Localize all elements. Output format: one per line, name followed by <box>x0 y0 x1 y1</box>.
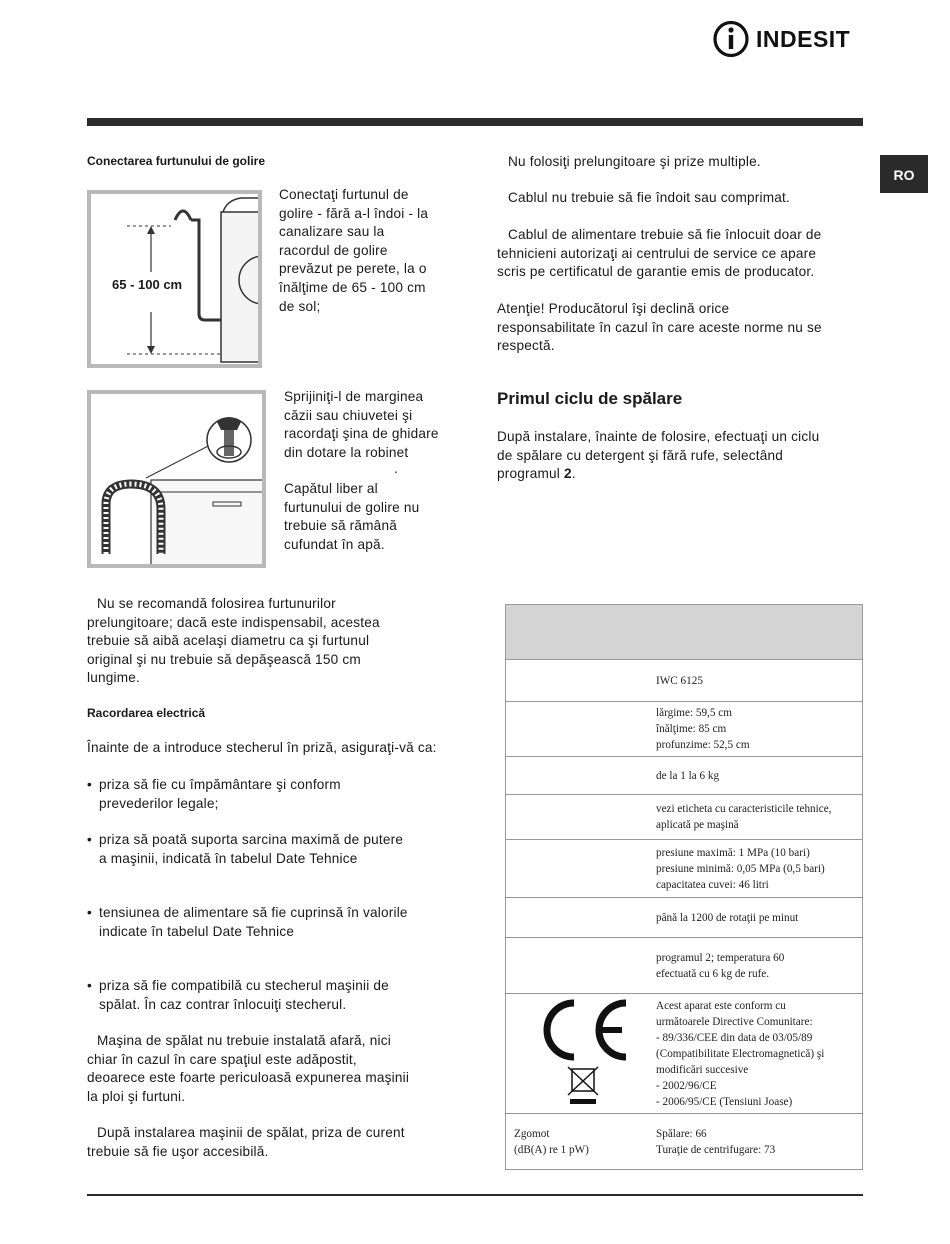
weee-bin-icon <box>568 1067 598 1104</box>
table-row: lărgime: 59,5 cm înălţime: 85 cm profunzime: 52,5 cm <box>506 702 863 757</box>
electrical-bullet-2: • priza să poată suporta sarcina maximă de putere a maşinii, indicată în tabelul Date Tehnice <box>87 832 404 866</box>
ce-mark-icon <box>534 995 634 1107</box>
header-rule <box>87 118 863 126</box>
indesit-logo-icon <box>712 20 752 58</box>
table-row: IWC 6125 <box>506 660 863 702</box>
table-row: de la 1 la 6 kg <box>506 757 863 795</box>
language-tab: RO <box>880 155 928 193</box>
drain-tub-figure <box>87 390 266 568</box>
access-note: După instalarea maşinii de spălat, priza de curent trebuie să fie uşor accesibilă. <box>87 1125 405 1159</box>
table-row: vezi eticheta cu caracteristicile tehnice, aplicată pe maşină <box>506 795 863 840</box>
note-liability: Atenţie! Producătorul îşi declină orice responsabilitate în cazul în care aceste norme nu se respectă. <box>497 301 822 354</box>
extension-hose-note: Nu se recomandă folosirea furtunurilor prelungitoare; dacă este indispensabil, acestea trebuie să aibă acelaşi diametru ca şi furtunul original şi nu trebuie să depăşească 150 cm lungime. <box>87 596 380 686</box>
table-row: Zgomot (dB(A) re 1 pW) Spălare: 66 Turaţie de centrifugare: 73 <box>506 1114 863 1170</box>
note-cable-bend: Cablul nu trebuie să fie îndoit sau comprimat. <box>508 190 790 205</box>
first-cycle-text: După instalare, înainte de folosire, efectuaţi un ciclu de spălare cu detergent şi fără rufe, selectând programul 2. <box>497 429 820 482</box>
table-row: până la 1200 de rotaţii pe minut <box>506 898 863 938</box>
technical-data-table <box>505 604 863 1170</box>
outdoor-note: Maşina de spălat nu trebuie instalată afară, nici chiar în cazul în care spaţiul este adăpostit, deoarece este foarte periculoasă expunerea maşinii la ploi şi furtuni. <box>87 1033 410 1104</box>
electrical-bullet-1: • priza să fie cu împământare şi conform prevederilor legale; <box>87 777 341 811</box>
drain-instructions-2: Sprijiniţi-l de marginea căzii sau chiuvetei şi racordaţi şina de ghidare din dotare la robinet . <box>284 389 439 477</box>
first-cycle-heading: Primul ciclu de spălare <box>497 389 683 408</box>
electrical-intro: Înainte de a introduce stecherul în priză, asiguraţi-vă ca: <box>87 740 437 755</box>
height-range-label: 65 - 100 cm <box>112 277 183 292</box>
footer-rule <box>87 1194 863 1196</box>
table-row: Acest aparat este conform cu următoarele Directive Comunitare: - 89/336/CEE din data de 03/05/89 (Compatibilitate Electromagnetică) şi modificări succesive - 2002/96/CE - 2006/95/CE (Tensiuni Joase) <box>506 994 863 1114</box>
electrical-bullet-4: • priza să fie compatibilă cu stecherul maşinii de spălat. În caz contrar înlocuiţi stecherul. <box>87 978 389 1012</box>
table-row: programul 2; temperatura 60 efectuată cu 6 kg de rufe. <box>506 938 863 994</box>
note-cable-replace: Cablul de alimentare trebuie să fie înlocuit doar de tehnicieni autorizaţi ai centrului de service ce apare scris pe certificatul de garantie emis de producator. <box>497 227 822 280</box>
drain-instructions-1: Conectaţi furtunul de golire - fără a-l îndoi - la canalizare sau la racordul de golire prevăzut pe perete, la o înălţime de 65 - 100 cm de sol; <box>279 187 429 314</box>
drain-instructions-3: Capătul liber al furtunului de golire nu trebuie să rămână cufundat în apă. <box>284 481 420 552</box>
note-extension-cords: Nu folosiţi prelungitoare şi prize multiple. <box>508 154 761 169</box>
table-row: presiune maximă: 1 MPa (10 bari) presiune minimă: 0,05 MPa (0,5 bari) capacitatea cuvei: 46 litri <box>506 840 863 898</box>
logo-text: INDESIT <box>756 26 851 52</box>
drain-heading: Conectarea furtunului de golire <box>87 154 266 168</box>
table-header-row <box>506 605 863 660</box>
drain-tub-illustration <box>91 394 262 564</box>
indesit-logo <box>712 20 867 58</box>
electrical-heading: Racordarea electrică <box>87 706 206 720</box>
electrical-bullet-3: • tensiunea de alimentare să fie cuprinsă în valorile indicate în tabelul Date Tehnice <box>87 905 408 939</box>
